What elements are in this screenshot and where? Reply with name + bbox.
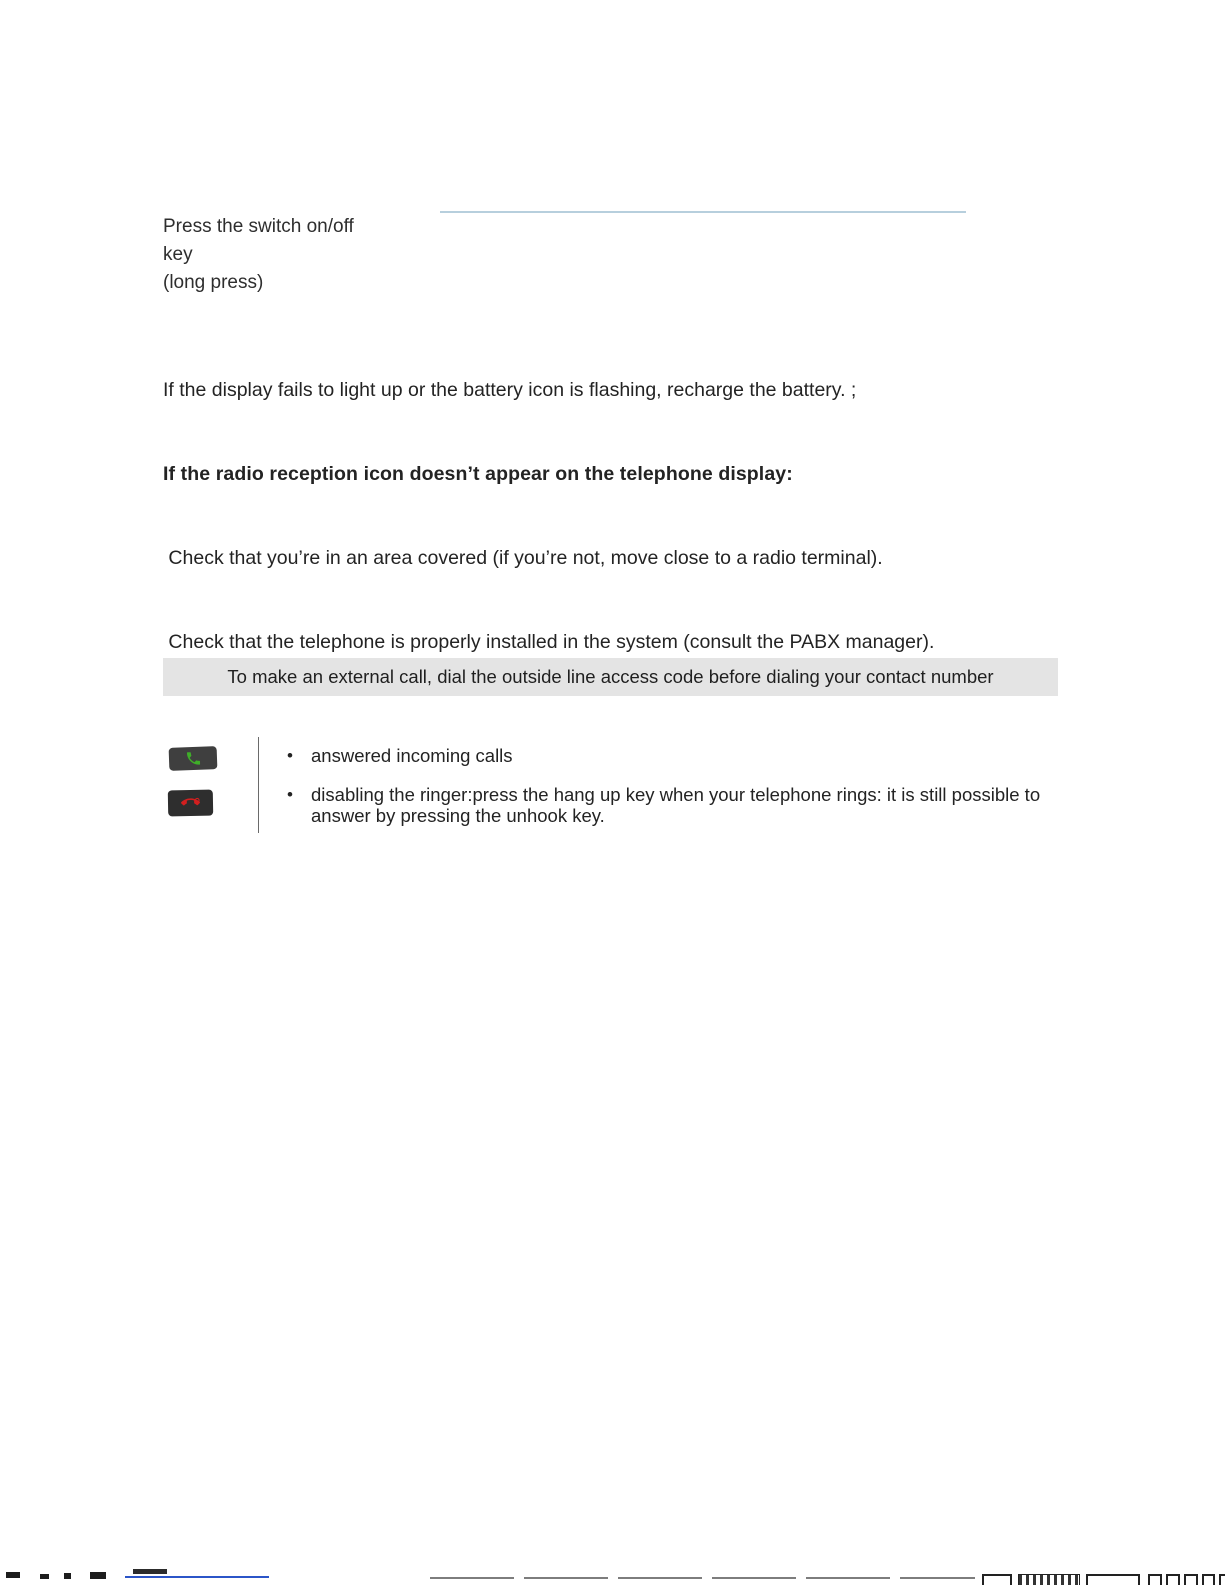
external-call-note-text: To make an external call, dial the outside line access code before dialing your contact number	[227, 666, 994, 687]
power-on-line-1: Press the switch on/off	[163, 216, 354, 237]
bullet-marker: •	[287, 784, 293, 804]
ink-mark	[133, 1569, 167, 1574]
check-line-2: Check that the telephone is properly installed in the system (consult the PABX manager).	[163, 631, 935, 653]
troubleshooting-text	[163, 320, 1123, 712]
power-on-line-2: key	[163, 244, 193, 265]
call-keys-bullet-list	[287, 745, 1052, 827]
ink-mark	[90, 1572, 106, 1579]
table-divider-line	[258, 737, 259, 833]
external-call-note-banner	[163, 658, 1058, 696]
cropped-table-fragment	[1148, 1574, 1162, 1585]
disable-ringer-text: disabling the ringer:press the hang up key when your telephone rings: it is still possible to answer by pressing the unhook key.	[311, 783, 1041, 826]
ink-mark	[6, 1572, 20, 1578]
battery-warning-line: If the display fails to light up or the battery icon is flashing, recharge the battery. ;	[163, 379, 857, 401]
unhook-key-icon	[169, 746, 218, 771]
list-item	[287, 784, 1052, 827]
check-line-1: Check that you’re in an area covered (if you’re not, move close to a radio terminal).	[163, 547, 883, 569]
ink-mark	[64, 1573, 71, 1579]
cropped-divider-line	[430, 1577, 975, 1579]
hangup-key-icon	[168, 790, 213, 817]
cropped-table-fragment	[1202, 1574, 1215, 1585]
answered-calls-text: answered incoming calls	[311, 745, 513, 766]
cropped-table-fragment	[1166, 1574, 1180, 1585]
cropped-table-fragment	[1086, 1574, 1140, 1585]
red-handset-glyph	[181, 796, 200, 809]
list-item	[287, 745, 1052, 767]
power-on-line-3: (long press)	[163, 272, 264, 293]
bullet-marker: •	[287, 746, 293, 765]
power-on-instruction	[163, 213, 354, 297]
section-divider-line	[440, 211, 966, 213]
ink-mark	[40, 1574, 49, 1579]
radio-reception-heading: If the radio reception icon doesn’t appear on the telephone display:	[163, 463, 793, 485]
call-keys-table	[163, 735, 1068, 835]
cropped-text-fragment	[6, 1566, 118, 1582]
cropped-link-underline	[125, 1568, 269, 1578]
cropped-table-fragment	[1018, 1574, 1080, 1585]
cropped-table-fragment	[1219, 1574, 1225, 1585]
cropped-table-fragment	[982, 1574, 1012, 1585]
green-handset-glyph	[184, 750, 202, 768]
cropped-table-fragment	[1184, 1574, 1198, 1585]
